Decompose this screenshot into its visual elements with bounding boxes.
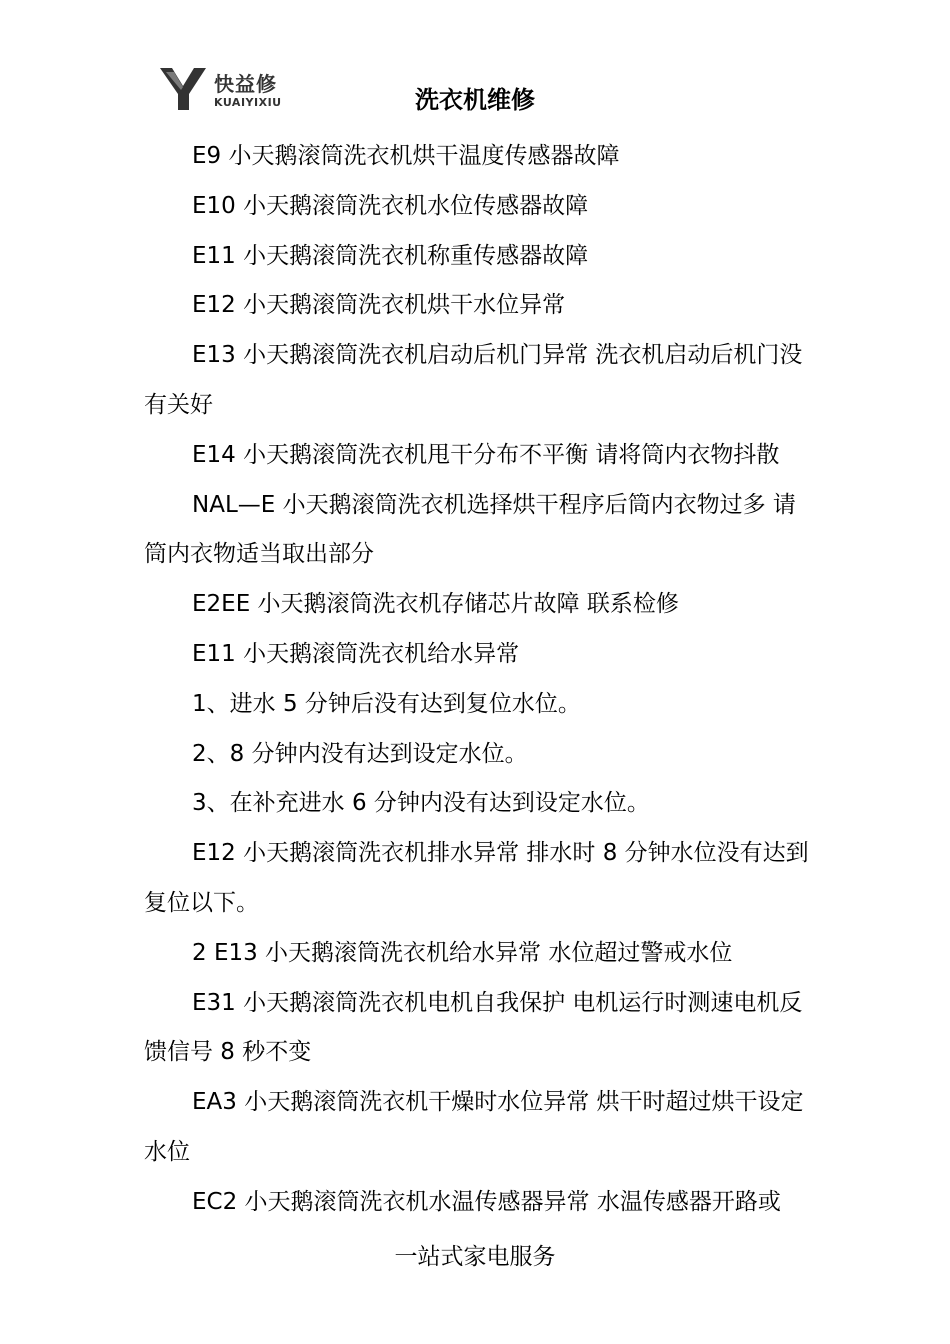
paragraph: 2 E13 小天鹅滚筒洗衣机给水异常 水位超过警戒水位 [192, 939, 733, 966]
logo-chinese-name: 快益修 [214, 72, 277, 96]
paragraph: EC2 小天鹅滚筒洗衣机水温传感器异常 水温传感器开路或 [192, 1188, 781, 1215]
paragraph: E9 小天鹅滚筒洗衣机烘干温度传感器故障 [192, 143, 620, 169]
paragraph: E12 小天鹅滚筒洗衣机烘干水位异常 [192, 292, 566, 319]
paragraph: 2、8 分钟内没有达到设定水位。 [192, 740, 528, 767]
paragraph: E13 小天鹅滚筒洗衣机启动后机门异常 洗衣机启动后机门没有关好 [144, 342, 803, 418]
page-footer: 一站式家电服务 [394, 1244, 556, 1270]
paragraph: 1、进水 5 分钟后没有达到复位水位。 [192, 690, 581, 717]
paragraph: E31 小天鹅滚筒洗衣机电机自我保护 电机运行时测速电机反馈信号 8 秒不变 [144, 989, 803, 1066]
paragraph: E14 小天鹅滚筒洗衣机甩干分布不平衡 请将筒内衣物抖散 [192, 441, 780, 468]
paragraph: E11 小天鹅滚筒洗衣机给水异常 [192, 640, 520, 667]
paragraph: E2EE 小天鹅滚筒洗衣机存储芯片故障 联系检修 [192, 591, 679, 618]
paragraph: 3、在补充进水 6 分钟内没有达到设定水位。 [192, 790, 650, 817]
document-body [144, 132, 810, 1228]
paragraph: NAL—E 小天鹅滚筒洗衣机选择烘干程序后筒内衣物过多 请筒内衣物适当取出部分 [144, 491, 796, 568]
paragraph: E11 小天鹅滚筒洗衣机称重传感器故障 [192, 242, 589, 269]
paragraph: E10 小天鹅滚筒洗衣机水位传感器故障 [192, 192, 589, 219]
paragraph: E12 小天鹅滚筒洗衣机排水异常 排水时 8 分钟水位没有达到复位以下。 [144, 840, 809, 916]
page-header [0, 0, 950, 130]
logo-english-name: KUAIYIXIU [214, 96, 282, 109]
page-title: 洗衣机维修 [415, 86, 535, 114]
paragraph: EA3 小天鹅滚筒洗衣机干燥时水位异常 烘干时超过烘干设定水位 [144, 1089, 804, 1165]
